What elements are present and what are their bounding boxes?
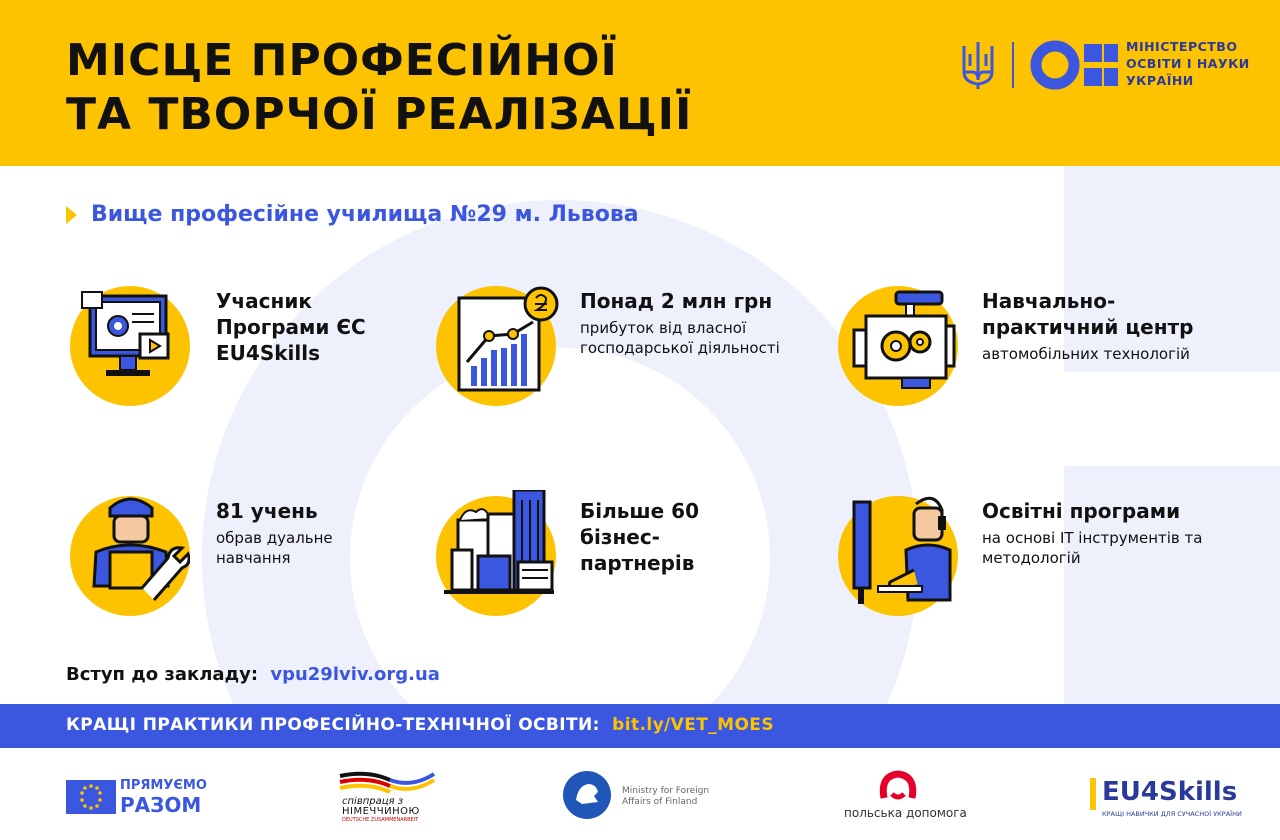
eu-flag-icon — [66, 780, 116, 814]
feature-title: Більше 60 бізнес-партнерів — [580, 499, 699, 575]
germany-ukraine-wave-icon — [338, 770, 438, 794]
best-practices-label: КРАЩІ ПРАКТИКИ ПРОФЕСІЙНО-ТЕХНІЧНОЇ ОСВІТИ: — [66, 715, 600, 735]
ministry-logo — [960, 38, 1260, 92]
ministry-line-2: ОСВІТИ І НАУКИ — [1126, 56, 1250, 71]
header-banner — [0, 0, 1280, 166]
best-practices-bar — [0, 704, 1280, 748]
finland-line-2: Affairs of Finland — [622, 797, 698, 807]
college-heading — [66, 202, 639, 227]
feature-subtitle: прибуток від власної господарської діяльності — [580, 319, 780, 357]
best-practices-text — [66, 715, 774, 735]
background-ring — [202, 200, 918, 704]
eu-slogan-line-2: РАЗОМ — [120, 793, 202, 817]
poland-text: польська допомога — [844, 806, 967, 820]
feature-subtitle: автомобільних технологій — [982, 345, 1190, 363]
feature-text — [216, 498, 396, 568]
germany-line-2: НІМЕЧЧИНОЮ — [342, 806, 420, 817]
feature-title: Понад 2 млн грн — [580, 289, 773, 313]
eu4skills-tagline: КРАЩІ НАВИЧКИ ДЛЯ СУЧАСНОЇ УКРАЇНИ — [1102, 810, 1242, 818]
feature-title: Учасник Програми ЄС EU4Skills — [216, 289, 366, 365]
partner-eu4skills-logo — [1090, 776, 1250, 822]
feature-subtitle: обрав дуальне навчання — [216, 529, 333, 567]
admission-line — [66, 664, 440, 685]
partner-finland-logo — [562, 770, 722, 820]
best-practices-link[interactable]: bit.ly/VET_MOES — [612, 715, 774, 735]
engine-icon — [838, 286, 958, 406]
feature-text — [580, 288, 816, 358]
eu4skills-name: EU4Skills — [1102, 777, 1238, 807]
ministry-separator — [1012, 42, 1014, 88]
germany-line-3: DEUTSCHE ZUSAMMENARBEIT — [342, 817, 419, 823]
ministry-line-3: УКРАЇНИ — [1126, 73, 1194, 88]
feature-text — [580, 498, 730, 576]
feature-dual-students — [70, 490, 400, 620]
ministry-symbol-icon — [1030, 40, 1120, 90]
play-arrow-icon — [66, 206, 77, 224]
college-name: Вище професійне училища №29 м. Львова — [91, 202, 639, 227]
feature-auto-center — [838, 286, 1218, 416]
background-decoration — [0, 166, 1280, 704]
admission-label: Вступ до закладу: — [66, 664, 259, 685]
page-title — [66, 34, 826, 142]
chart-coin-icon — [436, 286, 562, 406]
polish-aid-icon — [878, 768, 918, 804]
feature-profit — [436, 286, 816, 416]
eu4skills-bar-icon — [1090, 778, 1096, 810]
feature-text — [982, 498, 1218, 568]
trident-icon — [960, 40, 996, 90]
title-line-2: ТА ТВОРЧОЇ РЕАЛІЗАЦІЇ — [66, 89, 693, 140]
monitor-gear-icon — [70, 286, 190, 406]
partner-germany-logo — [338, 770, 438, 822]
finland-line-1: Ministry for Foreign — [622, 786, 710, 796]
finland-lion-seal-icon — [562, 770, 612, 820]
partner-eu-logo — [66, 778, 216, 817]
germany-line-1: співпраця з — [342, 796, 404, 807]
worker-wrench-icon — [70, 490, 190, 620]
feature-title: 81 учень — [216, 499, 318, 523]
feature-title: Освітні програми — [982, 499, 1181, 523]
feature-subtitle: на основі ІТ інструментів та методологій — [982, 529, 1203, 567]
ministry-text — [1126, 38, 1250, 89]
feature-business-partners — [436, 490, 766, 620]
eu-slogan — [120, 778, 207, 816]
admission-link[interactable]: vpu29lviv.org.ua — [270, 664, 440, 685]
eu-slogan-line-1: ПРЯМУЄМО — [120, 778, 207, 793]
feature-eu4skills — [70, 286, 400, 416]
operator-computer-icon — [838, 490, 958, 620]
title-line-1: МІСЦЕ ПРОФЕСІЙНОЇ — [66, 35, 618, 86]
feature-title: Навчально-практичний центр — [982, 289, 1194, 339]
city-buildings-icon — [436, 490, 556, 620]
partner-poland-logo — [844, 768, 967, 822]
ministry-line-1: МІНІСТЕРСТВО — [1126, 39, 1238, 54]
feature-text — [216, 288, 396, 366]
feature-education-programs — [838, 490, 1218, 620]
feature-text — [982, 288, 1218, 364]
